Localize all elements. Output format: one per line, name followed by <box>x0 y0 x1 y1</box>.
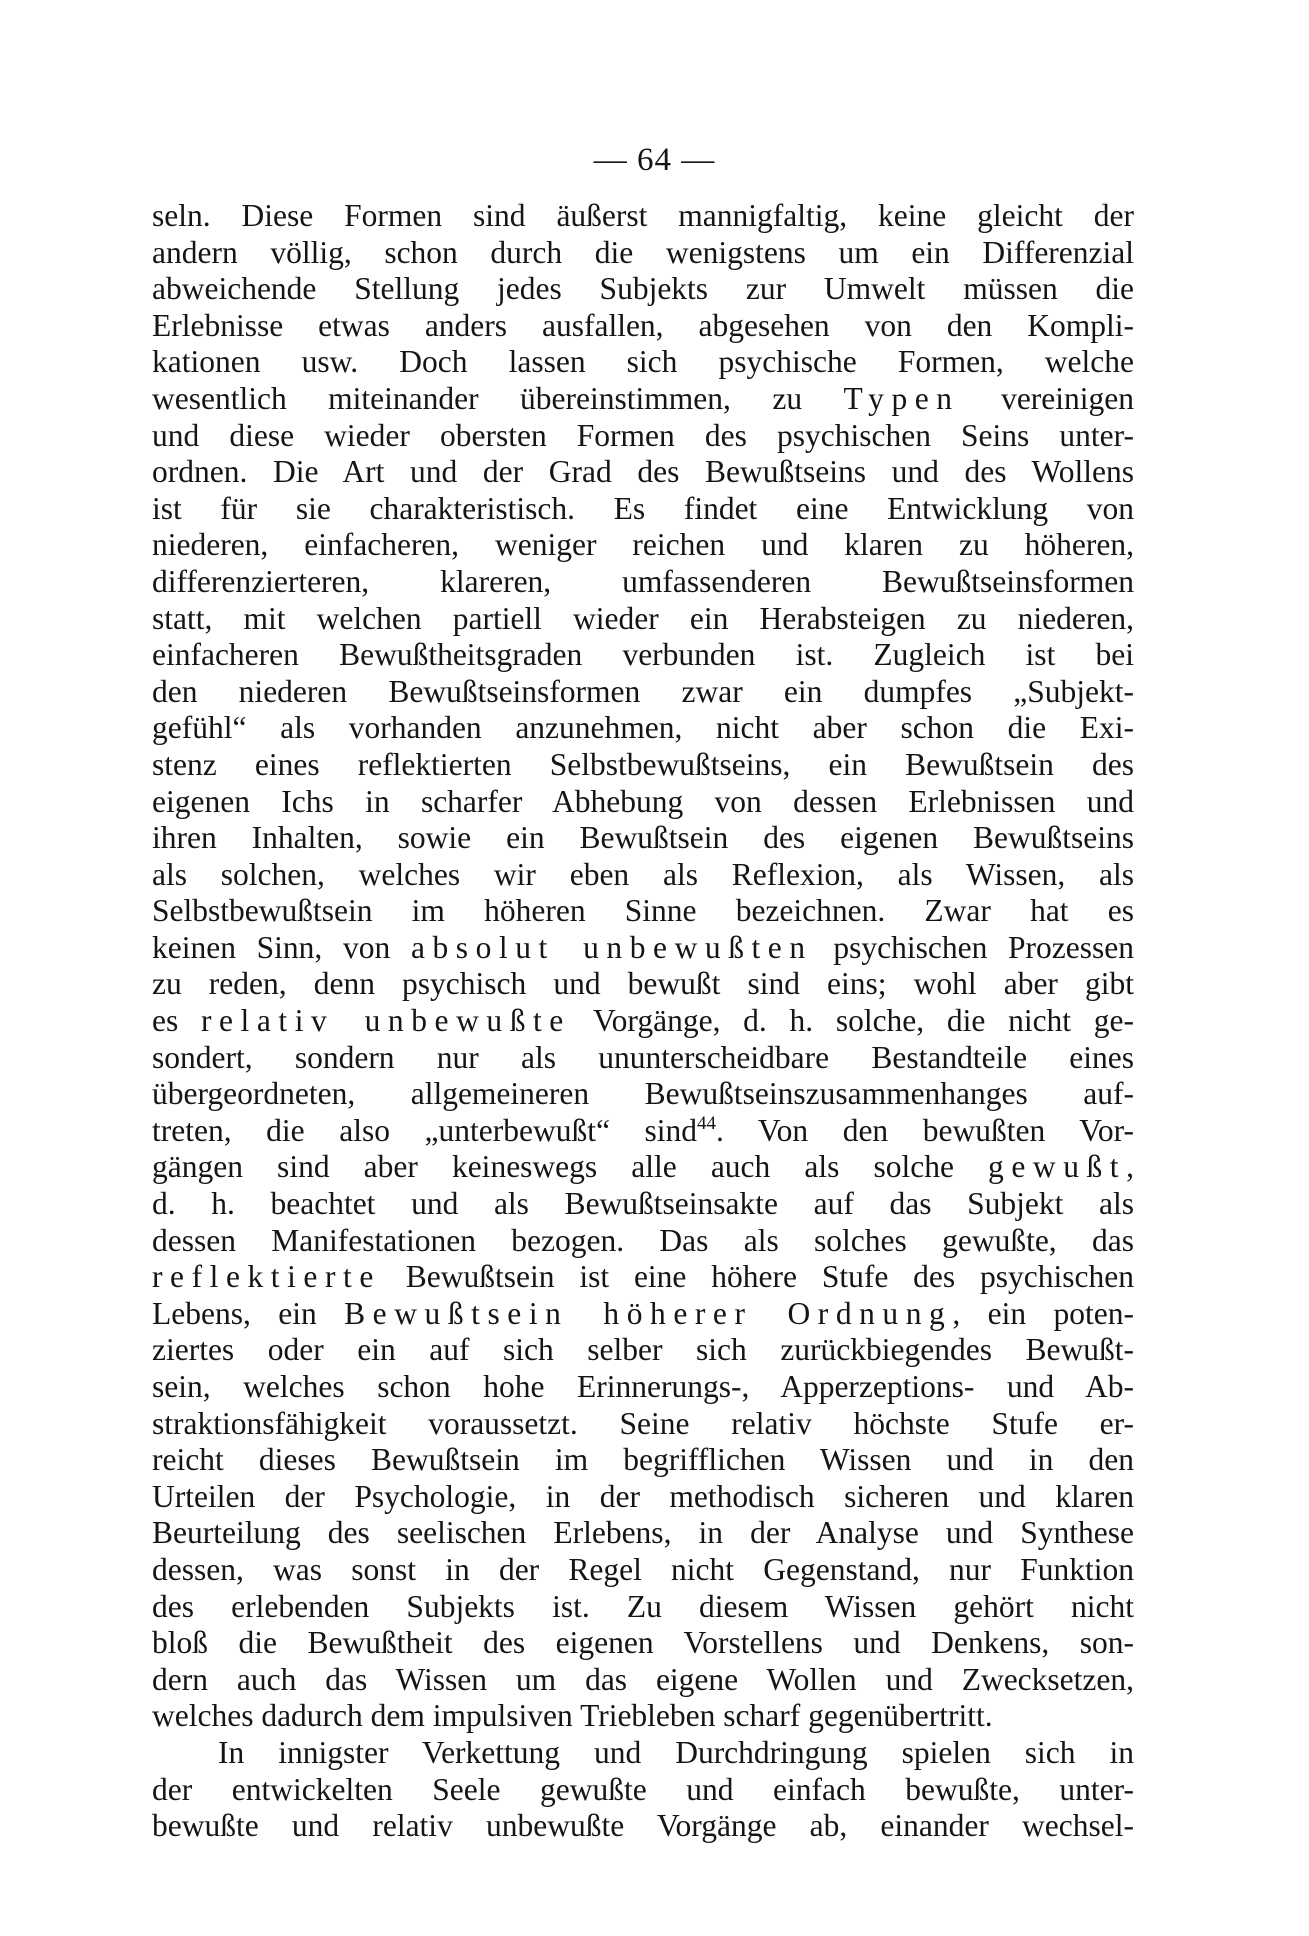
text-run: den niederen Bewußtseinsformen zwar ein dumpfes „Subjekt- <box>152 673 1134 709</box>
text-run: straktionsfähigkeit voraussetzt. Seine relativ höchste Stufe er- <box>152 1405 1134 1441</box>
text-line-paragraph-end <box>152 1698 1134 1735</box>
text-run: und diese wieder obersten Formen des psychischen Seins unter- <box>152 417 1134 453</box>
text-run: es <box>152 1003 201 1039</box>
text-line <box>152 674 1134 711</box>
text-run: des erlebenden Subjekts ist. Zu diesem Wissen gehört nicht <box>152 1588 1134 1624</box>
text-run: welches dadurch dem impulsiven Triebleben scharf gegenübertritt. <box>152 1698 993 1734</box>
text-line <box>152 198 1134 235</box>
text-run: differenzierteren, klareren, umfassenderen Bewußtseinsformen <box>152 563 1134 599</box>
text-run: dessen, was sonst in der Regel nicht Gegenstand, nur Funktion <box>152 1551 1134 1587</box>
text-line <box>152 637 1134 674</box>
text-run: psychischen Prozessen <box>812 929 1134 965</box>
body-text <box>152 198 1134 1845</box>
spaced-emphasis: absolut unbewußten <box>410 929 813 965</box>
text-run: Urteilen der Psychologie, in der methodisch sicheren und klaren <box>152 1478 1134 1514</box>
text-run: zu reden, denn psychisch und bewußt sind eins; wohl aber gibt <box>152 966 1134 1002</box>
text-run: andern völlig, schon durch die wenigstens um ein Differenzial <box>152 234 1134 270</box>
text-run: Selbstbewußtsein im höheren Sinne bezeichnen. Zwar hat es <box>152 893 1134 929</box>
text-run: ordnen. Die Art und der Grad des Bewußtseins und des Wollens <box>152 454 1134 490</box>
text-line <box>152 308 1134 345</box>
text-line <box>152 893 1134 930</box>
text-line <box>152 527 1134 564</box>
text-line <box>152 1040 1134 1077</box>
text-line <box>152 1479 1134 1516</box>
text-run: Bewußtsein ist eine höhere Stufe des psychischen <box>380 1259 1134 1295</box>
text-line <box>152 1003 1134 1040</box>
text-line <box>152 491 1134 528</box>
text-line <box>152 1662 1134 1699</box>
text-run: ihren Inhalten, sowie ein Bewußtsein des eigenen Bewußtseins <box>152 820 1134 856</box>
text-line <box>152 1515 1134 1552</box>
text-run: wesentlich miteinander übereinstimmen, zu <box>152 380 844 416</box>
text-run: der entwickelten Seele gewußte und einfach bewußte, unter- <box>152 1771 1134 1807</box>
text-run: , ein poten- <box>952 1295 1134 1331</box>
text-line <box>152 930 1134 967</box>
text-run: Beurteilung des seelischen Erlebens, in der Analyse und Synthese <box>152 1515 1134 1551</box>
text-run: niederen, einfacheren, weniger reichen und klaren zu höheren, <box>152 527 1134 563</box>
text-line <box>152 857 1134 894</box>
text-line <box>152 1149 1134 1186</box>
text-line <box>152 601 1134 638</box>
text-line <box>152 1186 1134 1223</box>
text-run: kationen usw. Doch lassen sich psychische Formen, welche <box>152 344 1134 380</box>
text-line <box>152 747 1134 784</box>
text-run: ziertes oder ein auf sich selber sich zurückbiegendes Bewußt- <box>152 1332 1134 1368</box>
text-line <box>152 1369 1134 1406</box>
text-run: treten, die also „unterbewußt“ sind <box>152 1112 698 1148</box>
text-run: sein, welches schon hohe Erinnerungs-, Apperzeptions- und Ab- <box>152 1369 1134 1404</box>
text-run: vereinigen <box>959 380 1135 416</box>
text-run: abweichende Stellung jedes Subjekts zur Umwelt müssen die <box>152 271 1134 307</box>
text-line <box>152 1589 1134 1626</box>
text-line <box>152 1442 1134 1479</box>
text-run: dern auch das Wissen um das eigene Wollen und Zwecksetzen, <box>152 1661 1134 1697</box>
text-run: Lebens, ein <box>152 1295 345 1331</box>
spaced-emphasis: Typen <box>843 380 960 416</box>
text-line <box>152 235 1134 272</box>
text-line <box>152 344 1134 381</box>
text-line <box>152 1332 1134 1369</box>
text-run: einfacheren Bewußtheitsgraden verbunden ist. Zugleich ist bei <box>152 637 1134 673</box>
text-run: statt, mit welchen partiell wieder ein Herabsteigen zu niederen, <box>152 600 1134 636</box>
text-run: gängen sind aber keineswegs alle auch als solche <box>152 1149 989 1185</box>
text-line <box>152 1259 1134 1296</box>
text-line <box>152 1113 1134 1150</box>
text-line <box>152 784 1134 821</box>
text-run: sondert, sondern nur als ununterscheidbare Bestandteile eines <box>152 1039 1134 1075</box>
spaced-emphasis: Bewußtsein höherer Ordnung <box>344 1295 953 1331</box>
text-line <box>152 1223 1134 1260</box>
text-run: eigenen Ichs in scharfer Abhebung von dessen Erlebnissen und <box>152 783 1134 819</box>
text-run: seln. Diese Formen sind äußerst mannigfaltig, keine gleicht der <box>152 198 1134 233</box>
text-line <box>152 1808 1134 1845</box>
text-run: bewußte und relativ unbewußte Vorgänge ab, einander wechsel- <box>152 1808 1134 1844</box>
text-run: stenz eines reflektierten Selbstbewußtseins, ein Bewußtsein des <box>152 746 1134 782</box>
text-run: . Von den bewußten Vor- <box>716 1112 1135 1148</box>
text-run: übergeordneten, allgemeineren Bewußtseinszusammenhanges auf- <box>152 1076 1134 1112</box>
text-line <box>152 820 1134 857</box>
text-run: Erlebnisse etwas anders ausfallen, abgesehen von den Kompli- <box>152 307 1134 343</box>
text-line <box>152 1552 1134 1589</box>
text-run: als solchen, welches wir eben als Reflexion, als Wissen, als <box>152 856 1134 892</box>
text-line <box>152 1296 1134 1333</box>
text-run: Vorgänge, d. h. solche, die nicht ge- <box>570 1003 1134 1039</box>
text-run: d. h. beachtet und als Bewußtseinsakte auf das Subjekt als <box>152 1186 1134 1222</box>
spaced-emphasis: relativ unbewußte <box>200 1003 571 1039</box>
text-run: keinen Sinn, von <box>152 929 411 965</box>
text-line <box>152 966 1134 1003</box>
text-run: gefühl“ als vorhanden anzunehmen, nicht aber schon die Exi- <box>152 710 1134 746</box>
text-line <box>152 1772 1134 1809</box>
text-line <box>152 454 1134 491</box>
text-line <box>152 1625 1134 1662</box>
text-run: In innigster Verkettung und Durchdringung spielen sich in <box>218 1734 1134 1770</box>
spaced-emphasis: gewußt <box>988 1149 1127 1185</box>
page-number: — 64 — <box>593 142 716 178</box>
footnote-marker: 44 <box>697 1112 717 1134</box>
text-line-paragraph-start <box>152 1735 1134 1772</box>
text-run: ist für sie charakteristisch. Es findet eine Entwicklung von <box>152 490 1134 526</box>
spaced-emphasis: reflektierte <box>152 1259 381 1295</box>
text-line <box>152 564 1134 601</box>
text-line <box>152 1076 1134 1113</box>
text-line <box>152 271 1134 308</box>
text-run: dessen Manifestationen bezogen. Das als solches gewußte, das <box>152 1222 1134 1258</box>
text-run: bloß die Bewußtheit des eigenen Vorstellens und Denkens, son- <box>152 1625 1134 1661</box>
text-run: reicht dieses Bewußtsein im begrifflichen Wissen und in den <box>152 1442 1134 1478</box>
text-line <box>152 381 1134 418</box>
text-line <box>152 1406 1134 1443</box>
text-run: , <box>1126 1149 1134 1185</box>
text-line <box>152 418 1134 455</box>
text-line <box>152 710 1134 747</box>
